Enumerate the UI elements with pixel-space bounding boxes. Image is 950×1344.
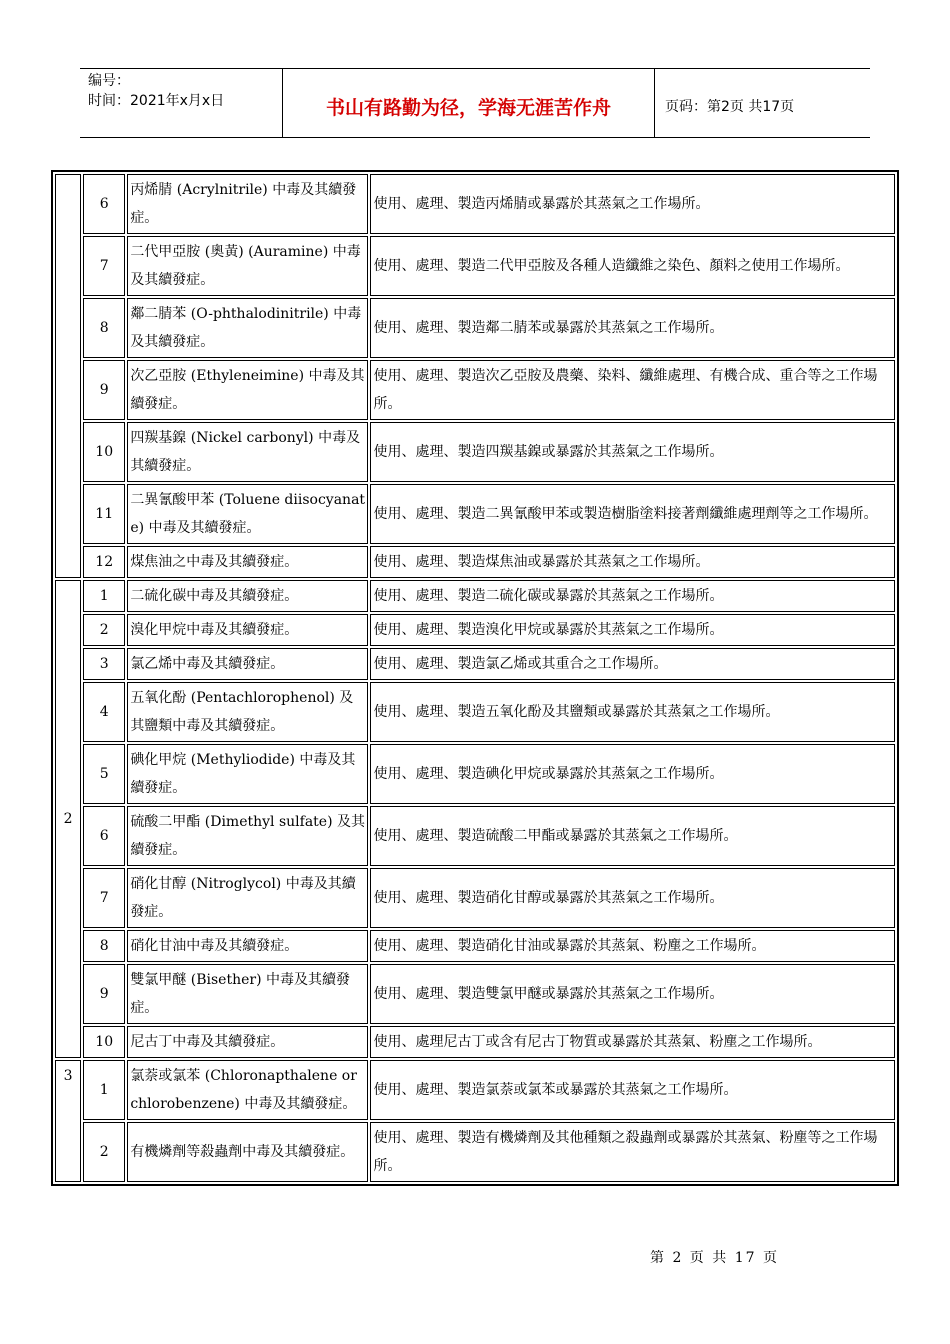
workplace-cell: 使用、處理、製造丙烯腈或暴露於其蒸氣之工作場所。 [370,174,895,234]
workplace-cell: 使用、處理尼古丁或含有尼古丁物質或暴露於其蒸氣、粉塵之工作場所。 [370,1026,895,1058]
table-row [55,648,895,680]
table-row [55,806,895,866]
item-number: 9 [83,964,125,1024]
disease-cell: 丙烯腈 (Acrylnitrile) 中毒及其續發症。 [127,174,368,234]
workplace-cell: 使用、處理、製造雙氯甲醚或暴露於其蒸氣之工作場所。 [370,964,895,1024]
workplace-cell: 使用、處理、製造硝化甘醇或暴露於其蒸氣之工作場所。 [370,868,895,928]
item-number: 2 [83,614,125,646]
disease-cell: 有機燐劑等殺蟲劑中毒及其續發症。 [127,1122,368,1182]
workplace-cell: 使用、處理、製造次乙亞胺及農藥、染料、纖維處理、有機合成、重合等之工作場所。 [370,360,895,420]
table-row [55,484,895,544]
table-row [55,930,895,962]
item-number: 1 [83,580,125,612]
item-number: 1 [83,1060,125,1120]
workplace-cell: 使用、處理、製造四羰基鎳或暴露於其蒸氣之工作場所。 [370,422,895,482]
page-footer: 第 2 页 共 17 页 [650,1250,779,1266]
item-number: 6 [83,174,125,234]
header-motto: 书山有路勤为径，学海无涯苦作舟 [283,69,655,137]
disease-cell: 氯萘或氯苯 (Chloronapthalene or chlorobenzene) 中毒及其續發症。 [127,1060,368,1120]
date-label: 时间：2021年x月x日 [88,93,225,109]
disease-cell: 二異氰酸甲苯 (Toluene diisocyanate) 中毒及其續發症。 [127,484,368,544]
header-page: 页码：第2页 共17页 [665,99,795,115]
occupational-disease-table [51,170,899,1186]
item-number: 10 [83,422,125,482]
workplace-cell: 使用、處理、製造溴化甲烷或暴露於其蒸氣之工作場所。 [370,614,895,646]
table-row [55,868,895,928]
group-number: 2 [55,580,81,1058]
disease-cell: 硝化甘醇 (Nitroglycol) 中毒及其續發症。 [127,868,368,928]
disease-cell: 二硫化碳中毒及其續發症。 [127,580,368,612]
table-row [55,422,895,482]
disease-cell: 五氧化酚 (Pentachlorophenol) 及其鹽類中毒及其續發症。 [127,682,368,742]
disease-cell: 四羰基鎳 (Nickel carbonyl) 中毒及其續發症。 [127,422,368,482]
group-number [55,174,81,578]
item-number: 11 [83,484,125,544]
item-number: 3 [83,648,125,680]
table-row [55,1060,895,1120]
page-header [80,68,870,138]
workplace-cell: 使用、處理、製造氯乙烯或其重合之工作場所。 [370,648,895,680]
table-body [55,174,895,1182]
table-row [55,298,895,358]
table-row [55,744,895,804]
disease-cell: 煤焦油之中毒及其續發症。 [127,546,368,578]
table-row [55,236,895,296]
table-row [55,1026,895,1058]
item-number: 9 [83,360,125,420]
item-number: 7 [83,236,125,296]
table-row [55,360,895,420]
item-number: 10 [83,1026,125,1058]
item-number: 8 [83,930,125,962]
disease-cell: 硫酸二甲酯 (Dimethyl sulfate) 及其續發症。 [127,806,368,866]
disease-cell: 次乙亞胺 (Ethyleneimine) 中毒及其續發症。 [127,360,368,420]
workplace-cell: 使用、處理、製造二異氰酸甲苯或製造樹脂塗料接著劑纖維處理劑等之工作場所。 [370,484,895,544]
disease-cell: 二代甲亞胺 (奧黃) (Auramine) 中毒及其續發症。 [127,236,368,296]
table-row [55,546,895,578]
code-label: 编号： [88,73,130,89]
item-number: 6 [83,806,125,866]
workplace-cell: 使用、處理、製造二硫化碳或暴露於其蒸氣之工作場所。 [370,580,895,612]
workplace-cell: 使用、處理、製造氯萘或氯苯或暴露於其蒸氣之工作場所。 [370,1060,895,1120]
header-meta [80,69,283,137]
table-row [55,614,895,646]
workplace-cell: 使用、處理、製造硫酸二甲酯或暴露於其蒸氣之工作場所。 [370,806,895,866]
item-number: 8 [83,298,125,358]
workplace-cell: 使用、處理、製造煤焦油或暴露於其蒸氣之工作場所。 [370,546,895,578]
disease-cell: 尼古丁中毒及其續發症。 [127,1026,368,1058]
disease-cell: 雙氯甲醚 (Bisether) 中毒及其續發症。 [127,964,368,1024]
disease-cell: 氯乙烯中毒及其續發症。 [127,648,368,680]
group-number: 3 [55,1060,81,1182]
table-row [55,682,895,742]
workplace-cell: 使用、處理、製造硝化甘油或暴露於其蒸氣、粉塵之工作場所。 [370,930,895,962]
table-row [55,1122,895,1182]
disease-cell: 鄰二腈苯 (O-phthalodinitrile) 中毒及其續發症。 [127,298,368,358]
disease-cell: 硝化甘油中毒及其續發症。 [127,930,368,962]
workplace-cell: 使用、處理、製造鄰二腈苯或暴露於其蒸氣之工作場所。 [370,298,895,358]
item-number: 7 [83,868,125,928]
item-number: 2 [83,1122,125,1182]
item-number: 12 [83,546,125,578]
item-number: 5 [83,744,125,804]
disease-cell: 溴化甲烷中毒及其續發症。 [127,614,368,646]
workplace-cell: 使用、處理、製造二代甲亞胺及各種人造纖維之染色、顏料之使用工作場所。 [370,236,895,296]
table-row [55,174,895,234]
item-number: 4 [83,682,125,742]
disease-cell: 碘化甲烷 (Methyliodide) 中毒及其續發症。 [127,744,368,804]
workplace-cell: 使用、處理、製造五氧化酚及其鹽類或暴露於其蒸氣之工作場所。 [370,682,895,742]
table-row [55,964,895,1024]
workplace-cell: 使用、處理、製造有機燐劑及其他種類之殺蟲劑或暴露於其蒸氣、粉塵等之工作場所。 [370,1122,895,1182]
workplace-cell: 使用、處理、製造碘化甲烷或暴露於其蒸氣之工作場所。 [370,744,895,804]
table-row [55,580,895,612]
